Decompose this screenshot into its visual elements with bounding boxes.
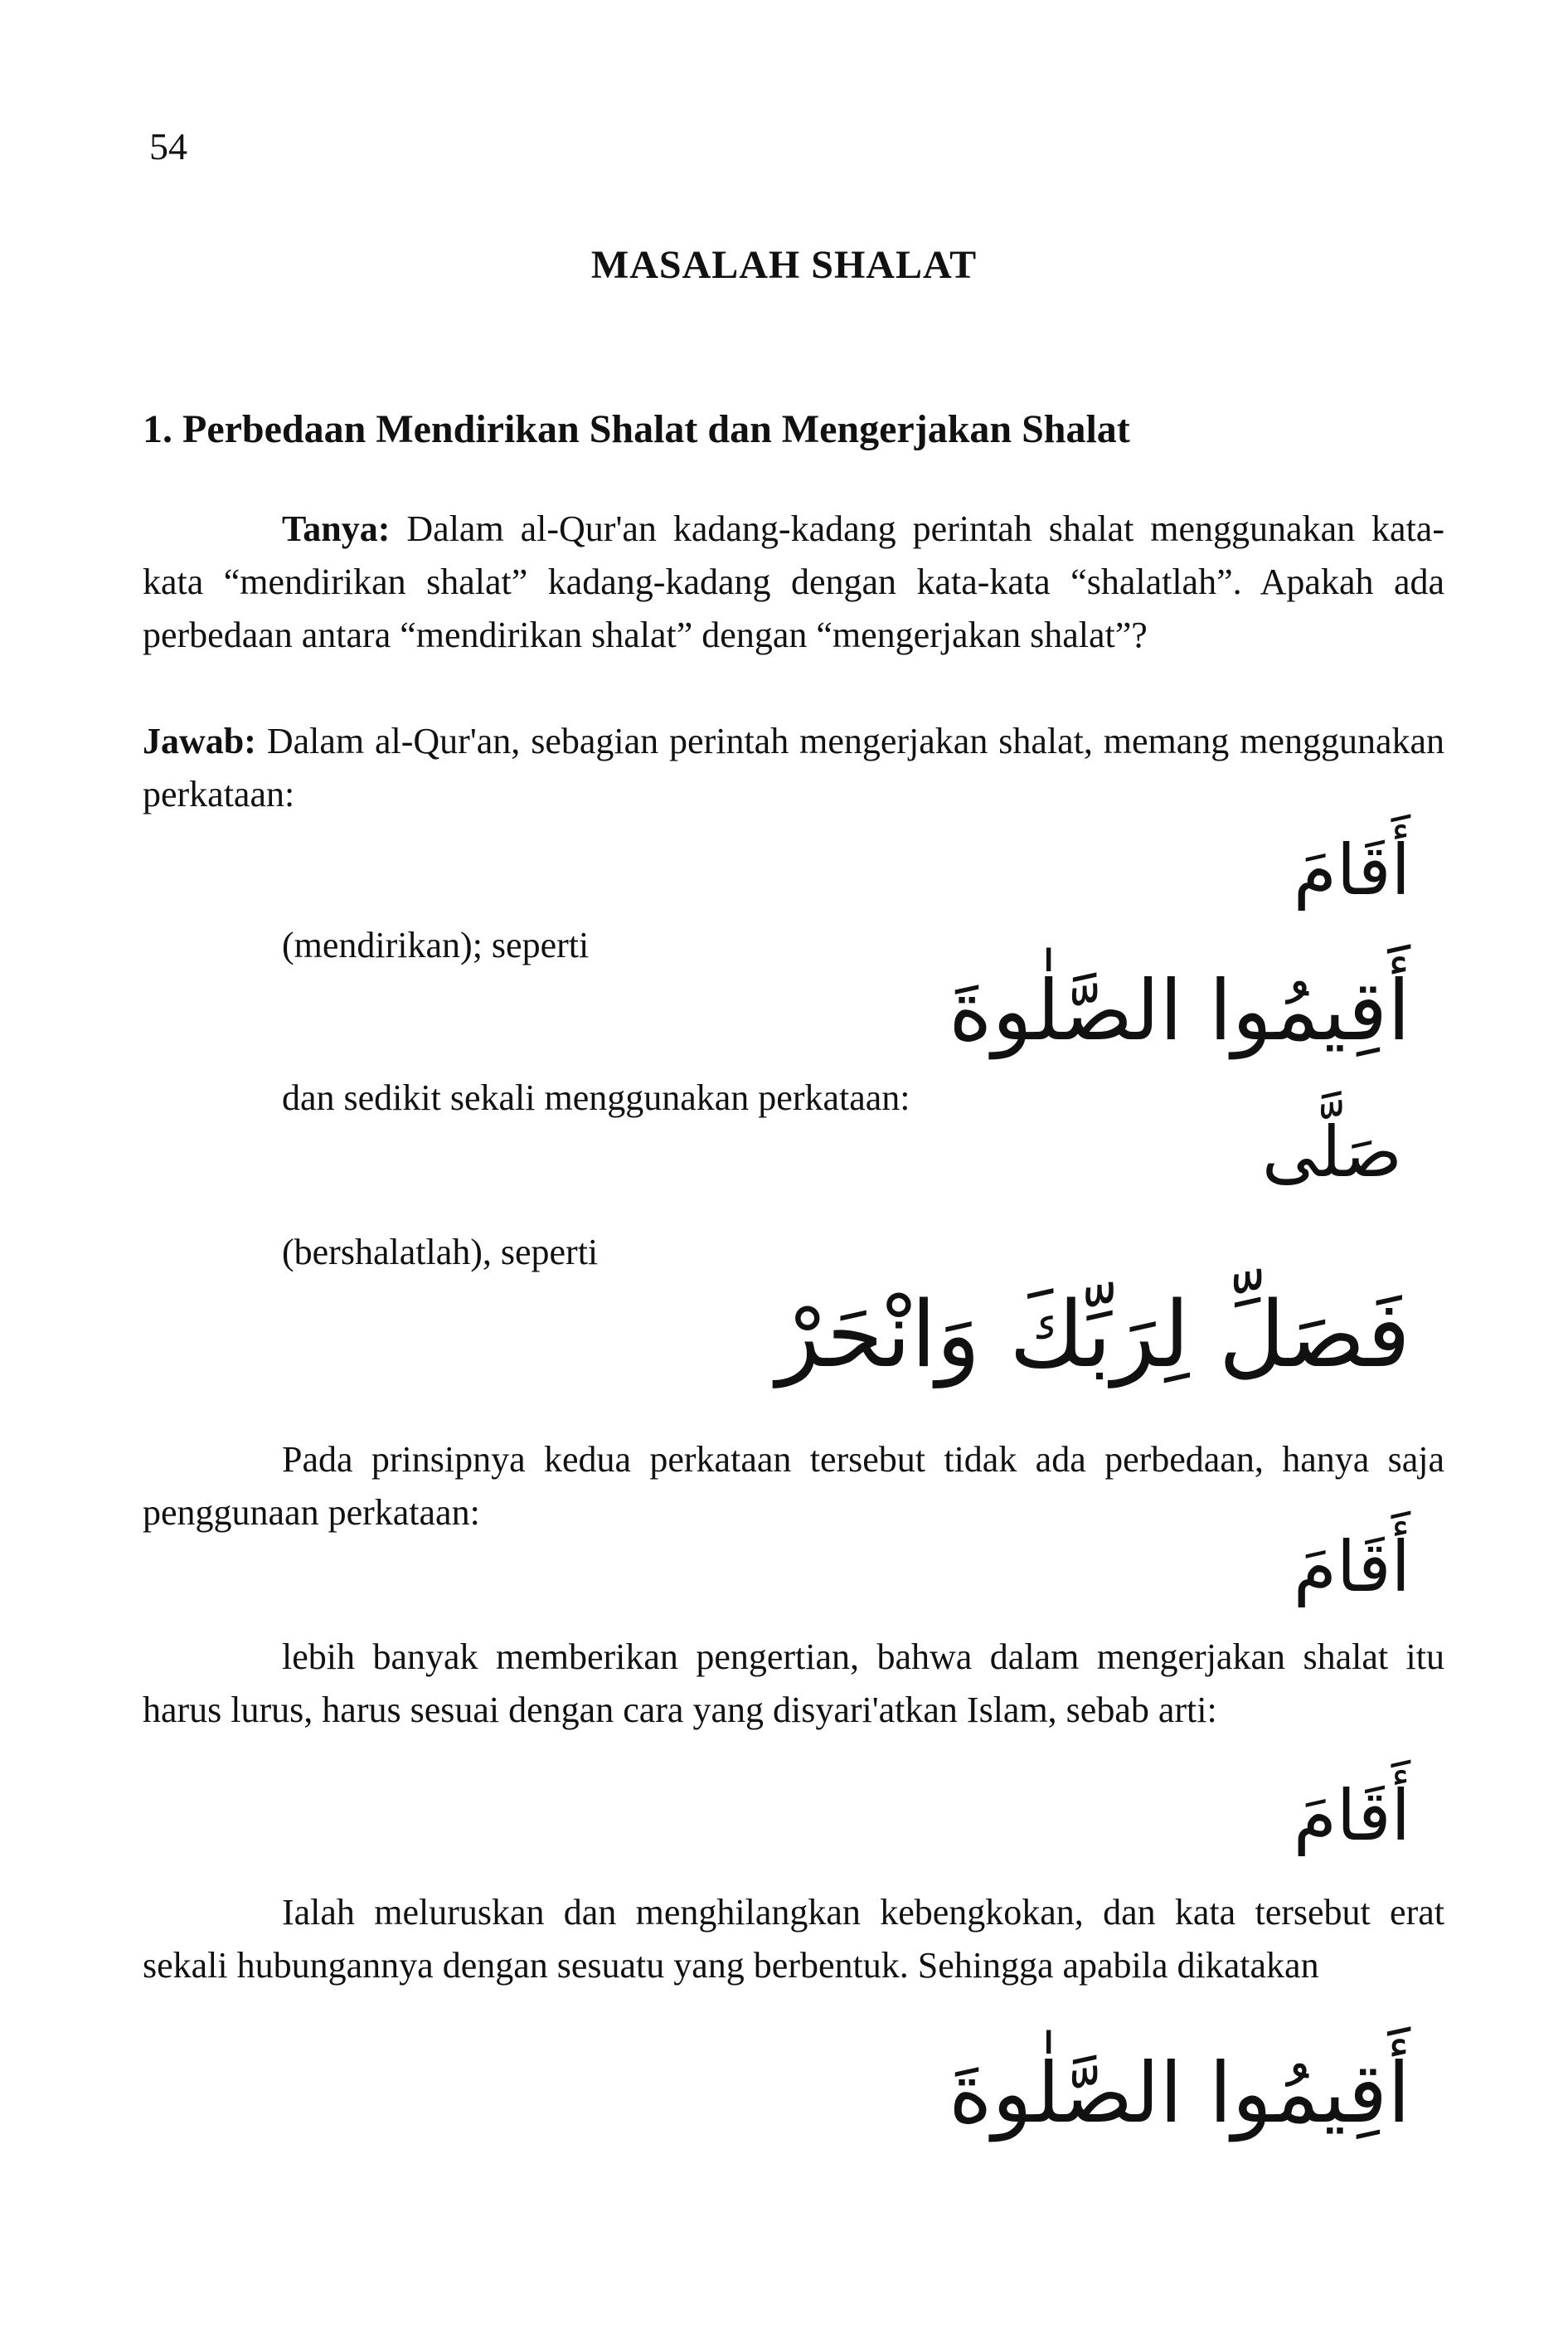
line-mendirikan: (mendirikan); seperti	[282, 925, 590, 965]
arabic-shalla: صَلَّى	[1261, 1111, 1402, 1193]
question-text: Dalam al-Qur'an kadang-kadang perintah shalat menggunakan kata-kata “mendirikan shalat” kadang-kadang dengan kata-kata “shalatlah”. Apakah ada perbedaan antara “mendirikan shalat” dengan “mengerjakan shalat”?	[143, 508, 1444, 655]
arabic-fashalli: فَصَلِّ لِرَبِّكَ وَانْحَرْ	[776, 1281, 1410, 1388]
answer-paragraph	[143, 715, 1444, 821]
page-number: 54	[149, 125, 187, 168]
answer-label: Jawab:	[143, 721, 256, 761]
line-sedikit: dan sedikit sekali menggunakan perkataan:	[282, 1077, 910, 1118]
line-bershalatlah: (bershalatlah), seperti	[282, 1232, 599, 1272]
arabic-aqama-1: أَقَامَ	[1293, 829, 1410, 911]
answer-text: Dalam al-Qur'an, sebagian perintah mengerjakan shalat, memang menggunakan perkataan:	[143, 721, 1444, 814]
paragraph-lebih: lebih banyak memberikan pengertian, bahwa dalam mengerjakan shalat itu harus lurus, harus sesuai dengan cara yang disyari'atkan Islam, sebab arti:	[143, 1636, 1444, 1730]
paragraph-prinsip: Pada prinsipnya kedua perkataan tersebut tidak ada perbedaan, hanya saja penggunaan perkataan:	[143, 1439, 1444, 1533]
question-paragraph	[143, 503, 1444, 662]
chapter-title: MASALAH SHALAT	[590, 243, 978, 287]
arabic-aqimu-2: أَقِيمُوا الصَّلٰوةَ	[949, 2045, 1410, 2142]
arabic-aqama-2: أَقَامَ	[1293, 1526, 1410, 1607]
paragraph-ialah: Ialah meluruskan dan menghilangkan kebengkokan, dan kata tersebut erat sekali hubungannya dengan sesuatu yang berbentuk. Sehingga apabila dikatakan	[143, 1892, 1444, 1986]
arabic-aqama-3: أَقَامَ	[1293, 1775, 1410, 1856]
arabic-aqimu-1: أَقِيمُوا الصَّلٰوةَ	[949, 962, 1410, 1059]
section-heading: 1. Perbedaan Mendirikan Shalat dan Mengerjakan Shalat	[143, 407, 1130, 451]
question-label: Tanya:	[282, 508, 391, 549]
